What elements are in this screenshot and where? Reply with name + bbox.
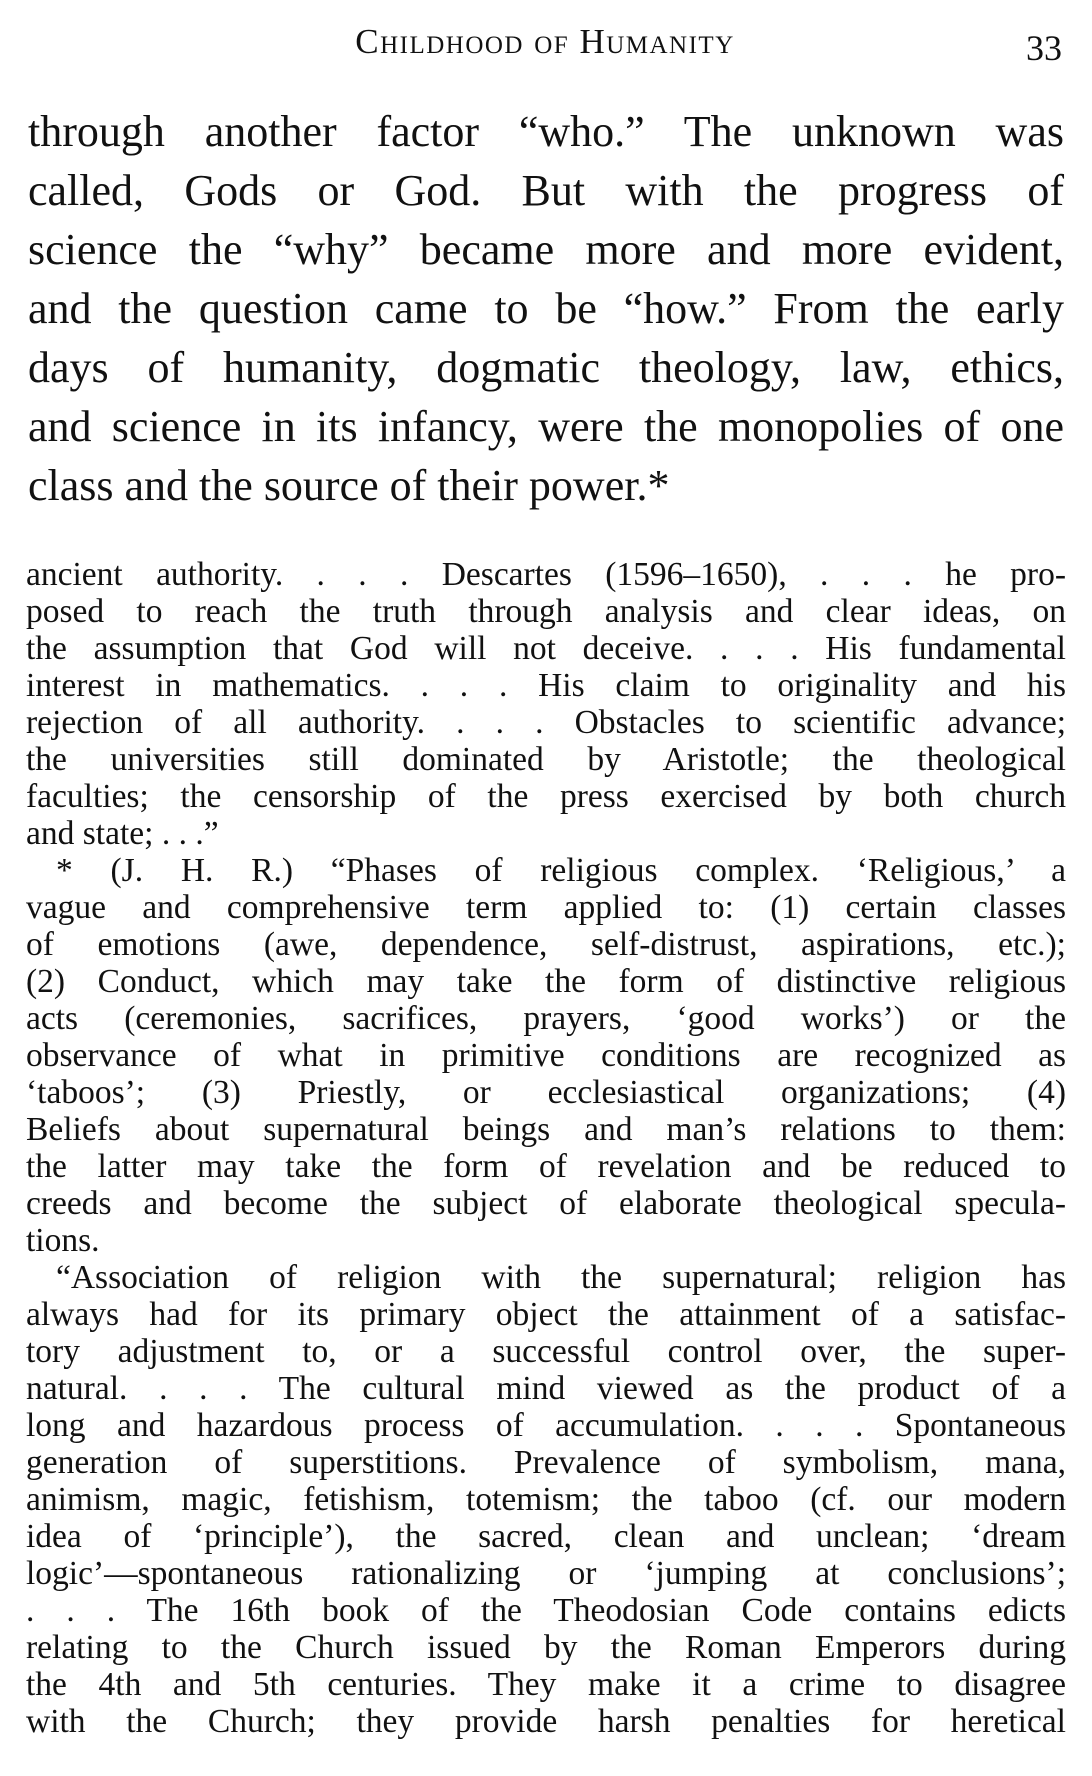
- body-line: class and the source of their power.*: [28, 461, 670, 510]
- footnote-line: creeds and become the subject of elaborate theological specula-: [26, 1185, 1066, 1222]
- footnote-line: . . . The 16th book of the Theodosian Code contains edicts: [26, 1592, 1066, 1629]
- body-line: and science in its infancy, were the monopolies of one: [28, 402, 1064, 451]
- footnote-line: interest in mathematics. . . . His claim to originality and his: [26, 667, 1066, 704]
- footnote-line: relating to the Church issued by the Roman Emperors during: [26, 1629, 1066, 1666]
- footnote-line: rejection of all authority. . . . Obstacles to scientific advance;: [26, 704, 1066, 741]
- footnote-line: posed to reach the truth through analysis and clear ideas, on: [26, 593, 1066, 630]
- footnote-line: long and hazardous process of accumulation. . . . Spontaneous: [26, 1407, 1066, 1444]
- footnote-line: (2) Conduct, which may take the form of distinctive religious: [26, 963, 1066, 1000]
- footnote-line: * (J. H. R.) “Phases of religious complex. ‘Religious,’ a: [56, 852, 1066, 889]
- footnote-line: tory adjustment to, or a successful control over, the super-: [26, 1333, 1066, 1370]
- body-line: through another factor “who.” The unknown was: [28, 107, 1064, 156]
- footnote-line: Beliefs about supernatural beings and man’s relations to them:: [26, 1111, 1066, 1148]
- footnote-line: logic’—spontaneous rationalizing or ‘jumping at conclusions’;: [26, 1555, 1066, 1592]
- footnote-line: ancient authority. . . . Descartes (1596–1650), . . . he pro-: [26, 556, 1066, 593]
- footnote-line: “Association of religion with the supernatural; religion has: [56, 1259, 1066, 1296]
- footnote-line: animism, magic, fetishism, totemism; the taboo (cf. our modern: [26, 1481, 1066, 1518]
- footnote-line: ‘taboos’; (3) Priestly, or ecclesiastical organizations; (4): [26, 1074, 1066, 1111]
- running-head: [28, 18, 1062, 66]
- footnotes: [26, 556, 1066, 1740]
- footnote-line: natural. . . . The cultural mind viewed as the product of a: [26, 1370, 1066, 1407]
- footnote-line: with the Church; they provide harsh penalties for heretical: [26, 1703, 1066, 1740]
- footnote-line: the 4th and 5th centuries. They make it a crime to disagree: [26, 1666, 1066, 1703]
- body-line: days of humanity, dogmatic theology, law, ethics,: [28, 343, 1064, 392]
- footnote-line: generation of superstitions. Prevalence of symbolism, mana,: [26, 1444, 1066, 1481]
- footnote-line: observance of what in primitive conditions are recognized as: [26, 1037, 1066, 1074]
- footnote-line: idea of ‘principle’), the sacred, clean and unclean; ‘dream: [26, 1518, 1066, 1555]
- footnote-line: faculties; the censorship of the press exercised by both church: [26, 778, 1066, 815]
- body-line: science the “why” became more and more evident,: [28, 225, 1064, 274]
- footnote-line: vague and comprehensive term applied to: (1) certain classes: [26, 889, 1066, 926]
- footnote-line: always had for its primary object the attainment of a satisfac-: [26, 1296, 1066, 1333]
- running-title: Childhood of Humanity: [355, 22, 735, 61]
- body-line: called, Gods or God. But with the progress of: [28, 166, 1064, 215]
- footnote-line: of emotions (awe, dependence, self-distrust, aspirations, etc.);: [26, 926, 1066, 963]
- footnote-line: the latter may take the form of revelation and be reduced to: [26, 1148, 1066, 1185]
- body-paragraph: [28, 102, 1064, 515]
- footnote-line: and state; . . .”: [26, 815, 219, 852]
- footnote-line: tions.: [26, 1222, 100, 1259]
- footnote-line: the assumption that God will not deceive. . . . His fundamental: [26, 630, 1066, 667]
- footnote-line: acts (ceremonies, sacrifices, prayers, ‘good works’) or the: [26, 1000, 1066, 1037]
- page-number: 33: [1026, 28, 1062, 68]
- body-line: and the question came to be “how.” From the early: [28, 284, 1064, 333]
- footnote-line: the universities still dominated by Aristotle; the theological: [26, 741, 1066, 778]
